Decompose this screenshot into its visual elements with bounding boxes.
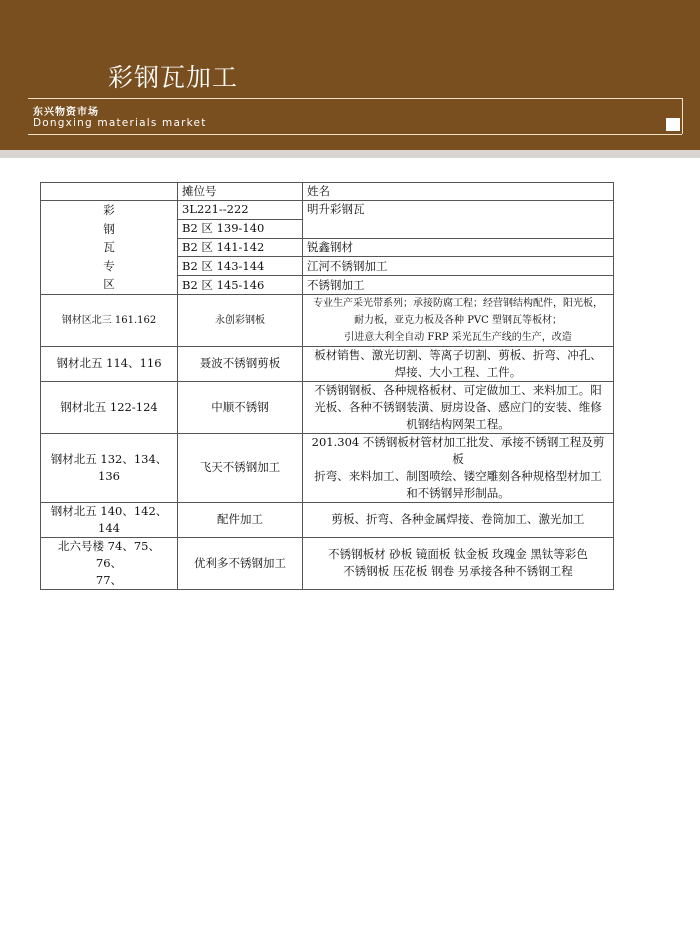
vendor-name-cell: 江河不锈钢加工 — [303, 257, 614, 276]
header-rule-top — [28, 98, 682, 99]
description-line: 201.304 不锈钢板材管材加工批发、承接不锈钢工程及剪板 — [311, 434, 605, 466]
area-line: 77、 — [95, 572, 123, 587]
stall-area-cell: 钢材北五 132、134、136 — [41, 433, 178, 502]
header-cell-name: 姓名 — [303, 183, 614, 201]
header-rule-right — [682, 98, 683, 134]
vendor-name-cell: 飞天不锈钢加工 — [178, 433, 303, 502]
table-row — [41, 346, 614, 381]
description-line: 折弯、来料加工、制图喷绘、镂空雕刻各种规格型材加工 — [314, 468, 602, 483]
stall-cell: B2 区 143-144 — [178, 257, 303, 276]
vendor-name-cell: 优利多不锈钢加工 — [178, 537, 303, 589]
market-name-cn: 东兴物资市场 — [33, 107, 99, 118]
vendor-table — [40, 182, 614, 590]
group-label-char: 专 — [103, 258, 115, 273]
vendor-name-cell: 中顺不锈钢 — [178, 381, 303, 433]
page-title: 彩钢瓦加工 — [108, 63, 239, 92]
description-line: 不锈钢钢板、各种规格板材、可定做加工、来料加工。阳 — [314, 382, 602, 397]
description-cell: 剪板、折弯、各种金属焊接、卷筒加工、激光加工 — [303, 502, 614, 537]
header-cell-stall: 摊位号 — [178, 183, 303, 201]
group-label-cell — [41, 201, 178, 295]
table-row — [41, 201, 614, 220]
vendor-name-cell: 永创彩钢板 — [178, 294, 303, 346]
description-cell — [303, 346, 614, 381]
description-cell — [303, 537, 614, 589]
description-line: 耐力板，亚克力板及各种 PVC 塑钢瓦等板材； — [354, 314, 562, 326]
vendor-name-cell: 锐鑫钢材 — [303, 238, 614, 257]
header-rule-bottom — [28, 134, 682, 135]
stall-cell: B2 区 141-142 — [178, 238, 303, 257]
description-line: 板材销售、激光切割、等离子切割、剪板、折弯、冲孔、 — [314, 347, 602, 362]
corner-square — [666, 118, 680, 131]
table-row — [41, 433, 614, 502]
table-row — [41, 537, 614, 589]
market-name-en: Dongxing materials market — [33, 117, 207, 129]
group-label-char: 区 — [103, 277, 115, 292]
stall-area-cell: 钢材北五 122-124 — [41, 381, 178, 433]
description-cell — [303, 433, 614, 502]
header-banner — [0, 0, 700, 150]
stall-area-cell — [41, 537, 178, 589]
table-row — [41, 381, 614, 433]
group-label-char: 瓦 — [103, 240, 115, 255]
description-line: 不锈钢板材 砂板 镜面板 钛金板 玫瑰金 黑钛等彩色 — [328, 547, 588, 562]
stall-cell: B2 区 145-146 — [178, 276, 303, 295]
stall-area-cell: 钢材北五 114、116 — [41, 346, 178, 381]
stall-cell: 3L221--222 — [178, 201, 303, 220]
header-cell-blank — [41, 183, 178, 201]
vendor-name-cell: 不锈钢加工 — [303, 276, 614, 295]
stall-area-cell: 钢材区北三 161.162 — [41, 294, 178, 346]
group-label-char: 钢 — [103, 221, 115, 236]
description-line: 机钢结构网架工程。 — [406, 416, 510, 431]
vendor-name-cell: 配件加工 — [178, 502, 303, 537]
stall-area-cell: 钢材北五 140、142、144 — [41, 502, 178, 537]
description-line: 和不锈钢异形制品。 — [406, 485, 510, 500]
vendor-name-cell: 明升彩钢瓦 — [303, 201, 614, 239]
description-line: 不锈钢板 压花板 钢卷 另承接各种不锈钢工程 — [343, 564, 573, 579]
description-cell — [303, 381, 614, 433]
description-line: 引进意大利全自动 FRP 采光瓦生产线的生产，改造 — [344, 331, 572, 343]
description-cell — [303, 294, 614, 346]
description-line: 专业生产采光带系列；承接防腐工程；经营钢结构配件，阳光板， — [313, 297, 603, 309]
table-row — [41, 502, 614, 537]
vendor-name-cell: 聂波不锈钢剪板 — [178, 346, 303, 381]
table-header-row — [41, 183, 614, 201]
description-line: 焊接、大小工程、工件。 — [394, 364, 522, 379]
stall-cell: B2 区 139-140 — [178, 219, 303, 238]
group-label-char: 彩 — [103, 203, 115, 217]
area-line: 北六号楼 74、75、76、 — [58, 538, 160, 570]
header-shadow-band — [0, 150, 700, 158]
table-row — [41, 294, 614, 346]
description-line: 光板、各种不锈钢装潢、厨房设备、感应门的安装、维修 — [314, 399, 602, 414]
